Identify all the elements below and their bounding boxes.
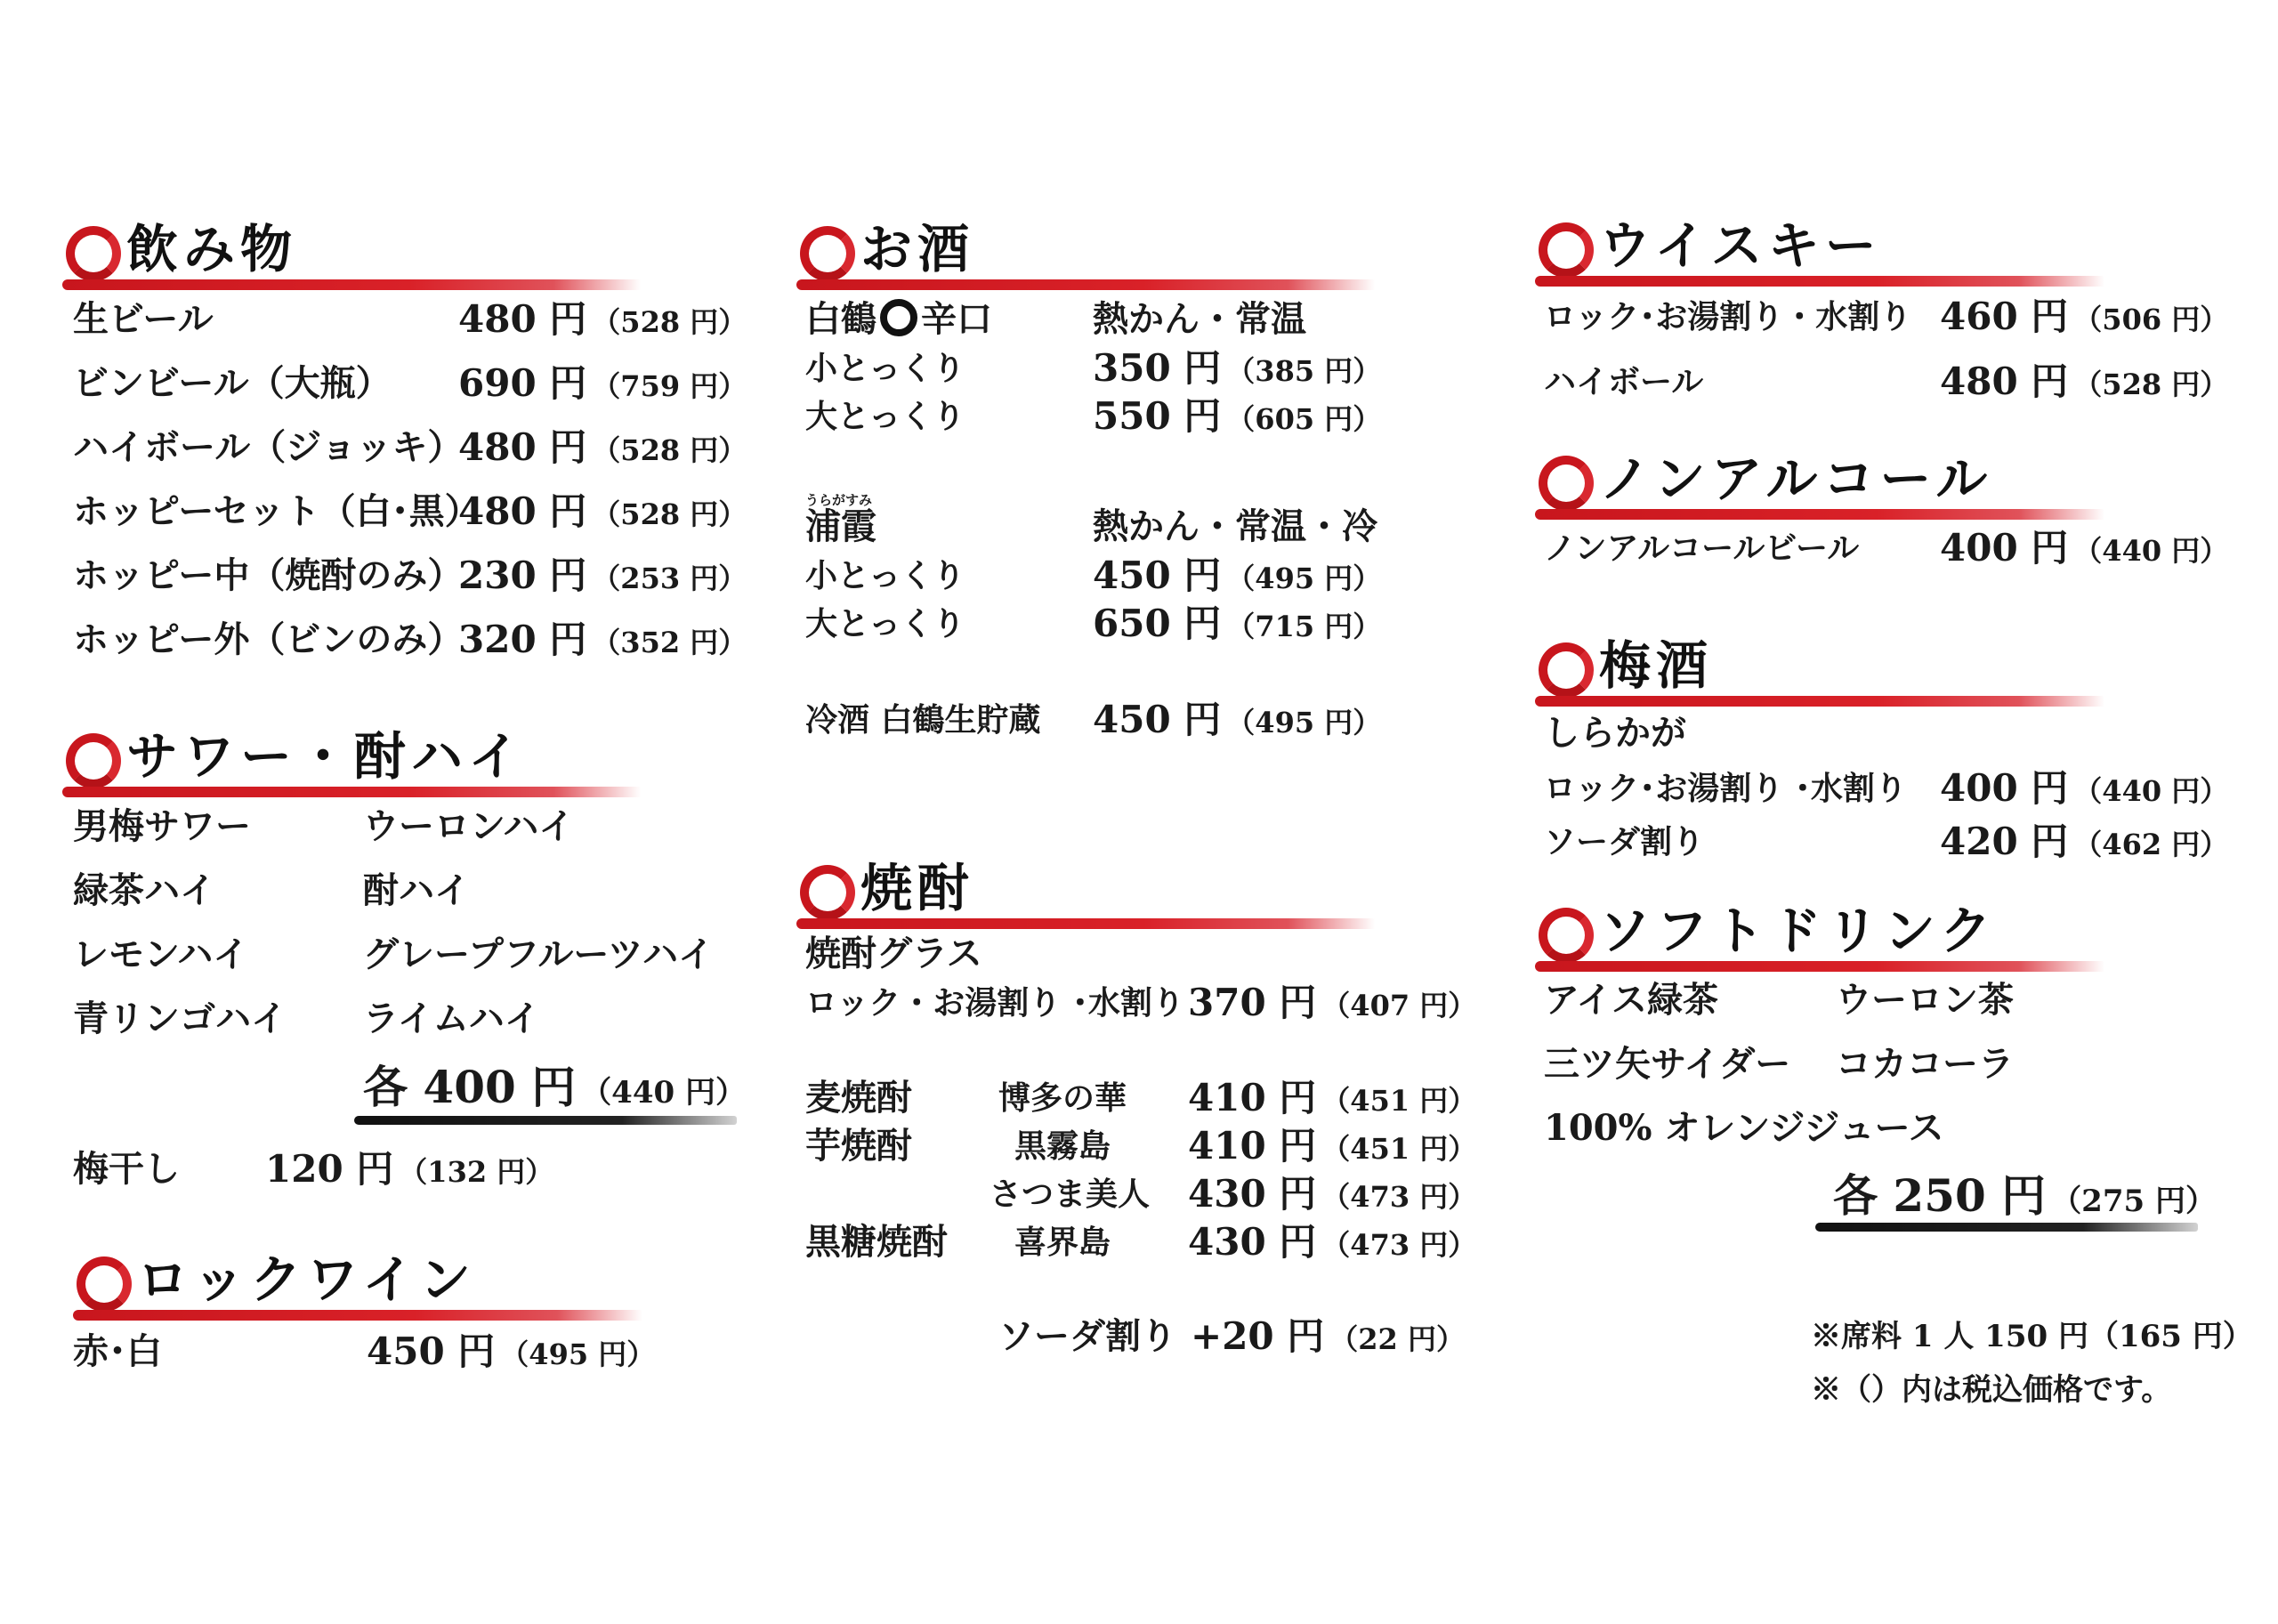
price: 430 円 bbox=[1188, 1172, 1317, 1216]
tax-price: （253 円） bbox=[592, 562, 747, 595]
price: 480 円 bbox=[458, 489, 587, 533]
menu-item-price bbox=[1188, 1077, 1476, 1122]
red-brush-stroke bbox=[62, 279, 641, 290]
price: 420 円 bbox=[1940, 820, 2069, 863]
menu-item-price bbox=[1093, 347, 1381, 392]
tax-price: （495 円） bbox=[1226, 562, 1382, 595]
menu-item-price bbox=[1940, 820, 2228, 866]
price: 320 円 bbox=[458, 618, 587, 661]
menu-item-price bbox=[1093, 602, 1381, 648]
section-title-soft bbox=[1535, 897, 2104, 968]
red-circle-icon bbox=[1539, 222, 1594, 278]
black-circle-icon bbox=[880, 299, 917, 336]
menu-item-price bbox=[1093, 699, 1381, 744]
section-title-drinks bbox=[62, 215, 641, 287]
price: 410 円 bbox=[1188, 1124, 1317, 1168]
tax-price: （407 円） bbox=[1321, 989, 1477, 1022]
menu-item-name: レモンハイ bbox=[73, 933, 249, 975]
red-circle-icon bbox=[800, 865, 855, 920]
red-brush-stroke bbox=[1535, 509, 2104, 520]
red-brush-stroke bbox=[62, 787, 641, 797]
menu-item-price bbox=[1940, 295, 2228, 341]
price: 450 円 bbox=[367, 1329, 496, 1373]
price: 370 円 bbox=[1188, 981, 1317, 1024]
red-brush-stroke bbox=[1535, 696, 2104, 707]
menu-item-name: ハイボール（ジョッキ） bbox=[73, 426, 464, 468]
tax-price: （440 円） bbox=[581, 1075, 746, 1111]
tax-price: （451 円） bbox=[1321, 1132, 1477, 1166]
shochu-kind: 黒糖焼酎 bbox=[805, 1221, 948, 1263]
menu-item-name: 緑茶ハイ bbox=[73, 869, 215, 911]
name-part: 辛口 bbox=[921, 298, 992, 340]
menu-item-name: ウーロン茶 bbox=[1836, 979, 2014, 1021]
menu-item-price bbox=[1191, 1315, 1465, 1361]
shochu-kind: 芋焼酎 bbox=[805, 1125, 912, 1167]
menu-item-price bbox=[1188, 1125, 1476, 1170]
tax-price: （495 円） bbox=[500, 1337, 656, 1371]
price: 480 円 bbox=[1940, 360, 2069, 403]
tax-price: （462 円） bbox=[2073, 828, 2229, 861]
menu-item-price bbox=[1940, 360, 2228, 406]
name-part: 白鶴 bbox=[805, 298, 876, 340]
menu-item-price bbox=[1188, 1173, 1476, 1218]
section-title-text: ノンアルコール bbox=[1599, 448, 1993, 509]
red-brush-stroke bbox=[1535, 276, 2104, 287]
section-title-text: 梅酒 bbox=[1599, 635, 1714, 696]
price: 400 円 bbox=[1940, 766, 2069, 810]
red-circle-icon bbox=[1539, 908, 1594, 963]
common-price bbox=[363, 1061, 746, 1119]
section-title-sour bbox=[62, 723, 641, 794]
red-circle-icon bbox=[1539, 456, 1594, 511]
red-circle-icon bbox=[66, 226, 121, 281]
tax-price: （759 円） bbox=[592, 369, 747, 403]
menu-item-name: ハイボール bbox=[1544, 363, 1704, 400]
tax-price: （352 円） bbox=[592, 626, 747, 659]
tax-price: （605 円） bbox=[1226, 402, 1382, 436]
shochu-brand: 黒霧島 bbox=[1014, 1127, 1111, 1165]
tax-price: （473 円） bbox=[1321, 1228, 1477, 1262]
section-title-whisky bbox=[1535, 212, 2104, 283]
soda-option: ソーダ割り bbox=[998, 1315, 1176, 1357]
tax-price: （440 円） bbox=[2073, 534, 2229, 568]
tax-price: （528 円） bbox=[592, 305, 747, 339]
tax-price: （528 円） bbox=[592, 433, 747, 467]
menu-item-price bbox=[458, 362, 747, 408]
tax-price: （473 円） bbox=[1321, 1180, 1477, 1214]
menu-item-name: ホッピー外（ビンのみ） bbox=[73, 618, 464, 660]
tax-price: （528 円） bbox=[592, 497, 747, 531]
price: 480 円 bbox=[458, 297, 587, 341]
menu-item-name: 小とっくり bbox=[805, 350, 965, 387]
price: 690 円 bbox=[458, 361, 587, 405]
tax-note: ※（）内は税込価格です。 bbox=[1811, 1372, 2172, 1408]
shochu-brand: 喜界島 bbox=[1014, 1224, 1111, 1261]
red-brush-stroke bbox=[1535, 961, 2104, 972]
price: 550 円 bbox=[1093, 394, 1222, 438]
price: 480 円 bbox=[458, 425, 587, 469]
tax-price: （506 円） bbox=[2073, 303, 2229, 336]
menu-item-price bbox=[458, 554, 747, 600]
tax-price: （385 円） bbox=[1226, 354, 1382, 388]
menu-item-name: 生ビール bbox=[73, 298, 214, 340]
menu-item-price bbox=[1940, 767, 2228, 812]
menu-item-name: ロック･お湯割り ･水割り bbox=[1544, 770, 1907, 807]
menu-item-price bbox=[1188, 1221, 1476, 1266]
menu-item-name: ウーロンハイ bbox=[363, 805, 575, 847]
menu-item-name: コカコーラ bbox=[1836, 1043, 2014, 1085]
menu-item-price bbox=[458, 298, 747, 343]
tax-price: （715 円） bbox=[1226, 610, 1382, 643]
price: 450 円 bbox=[1093, 553, 1222, 597]
section-title-text: ソフトドリンク bbox=[1599, 901, 1997, 961]
black-brush-stroke bbox=[1815, 1223, 2198, 1232]
price: 450 円 bbox=[1093, 698, 1222, 741]
tax-price: （22 円） bbox=[1329, 1322, 1465, 1356]
menu-item-name: 冷酒 白鶴生貯蔵 bbox=[805, 701, 1041, 739]
menu-item-name: 小とっくり bbox=[805, 557, 965, 594]
section-title-text: ウイスキー bbox=[1599, 215, 1882, 276]
section-title-shochu bbox=[796, 854, 1375, 925]
red-circle-icon bbox=[66, 733, 121, 788]
price: 430 円 bbox=[1188, 1220, 1317, 1264]
menu-item-name: ロック・お湯割り ･水割り bbox=[805, 984, 1184, 1022]
menu-item-name: アイス緑茶 bbox=[1544, 979, 1718, 1021]
tax-price: （451 円） bbox=[1321, 1084, 1477, 1118]
umeshu-brand: しらかが bbox=[1544, 712, 1686, 754]
red-brush-stroke bbox=[796, 918, 1375, 929]
menu-item-price bbox=[1940, 527, 2228, 572]
common-price bbox=[1833, 1169, 2216, 1228]
menu-item-name: 青リンゴハイ bbox=[73, 998, 287, 1039]
menu-item-name: グレープフルーツハイ bbox=[363, 933, 714, 975]
price: 各 250 円 bbox=[1833, 1169, 2047, 1222]
menu-item-name: ホッピーセット（白･黒） bbox=[73, 490, 481, 532]
red-circle-icon bbox=[77, 1256, 132, 1312]
menu-item-name: 三ツ矢サイダー bbox=[1544, 1043, 1791, 1085]
serve-style: 熱かん・常温・冷 bbox=[1093, 505, 1377, 547]
tax-price: （440 円） bbox=[2073, 774, 2229, 808]
menu-item-name: 酎ハイ bbox=[363, 869, 470, 911]
menu-item-name: ソーダ割り bbox=[1544, 823, 1705, 860]
price: 120 円 bbox=[265, 1147, 394, 1191]
menu-item-price bbox=[265, 1148, 553, 1193]
menu-item-name: ノンアルコールビール bbox=[1544, 529, 1860, 567]
serve-style: 熱かん・常温 bbox=[1093, 298, 1306, 340]
red-circle-icon bbox=[1539, 642, 1594, 698]
menu-item-name: 大とっくり bbox=[805, 398, 965, 435]
price: 350 円 bbox=[1093, 346, 1222, 390]
menu-item-name: ロック･お湯割り・水割り bbox=[1544, 298, 1912, 335]
price: 460 円 bbox=[1940, 295, 2069, 338]
menu-item-price bbox=[1188, 982, 1476, 1027]
price: 各 400 円 bbox=[363, 1061, 577, 1113]
section-title-rockwine bbox=[73, 1246, 642, 1317]
shochu-glass-label: 焼酎グラス bbox=[805, 933, 982, 974]
price: +20 円 bbox=[1191, 1314, 1325, 1358]
price: 400 円 bbox=[1940, 526, 2069, 570]
tax-price: （275 円） bbox=[2051, 1184, 2216, 1219]
sake-hakutsuru-name bbox=[805, 298, 992, 341]
menu-item-price bbox=[1093, 554, 1381, 600]
furigana: うらがすみ bbox=[805, 492, 873, 508]
menu-item-price bbox=[458, 490, 747, 536]
section-title-text: 焼酎 bbox=[860, 858, 975, 918]
section-title-sake bbox=[796, 215, 1375, 287]
tax-price: （528 円） bbox=[2073, 368, 2229, 401]
price: 410 円 bbox=[1188, 1076, 1317, 1119]
shochu-brand: さつま美人 bbox=[990, 1176, 1151, 1213]
black-brush-stroke bbox=[354, 1116, 737, 1125]
section-title-text: お酒 bbox=[860, 219, 975, 279]
menu-item-price bbox=[367, 1330, 655, 1376]
price: 650 円 bbox=[1093, 602, 1222, 645]
tax-price: （495 円） bbox=[1226, 706, 1382, 739]
price: 230 円 bbox=[458, 553, 587, 597]
menu-item-name: ライムハイ bbox=[363, 998, 540, 1039]
menu-item-price bbox=[458, 426, 747, 472]
seat-charge-note: ※席料 1 人 150 円（165 円） bbox=[1811, 1319, 2253, 1354]
section-title-umeshu bbox=[1535, 632, 2104, 703]
menu-item-name: ビンビール（大瓶） bbox=[73, 362, 392, 404]
shochu-kind: 麦焼酎 bbox=[805, 1077, 912, 1119]
section-title-nonalc bbox=[1535, 445, 2104, 516]
menu-item-name: 梅干し bbox=[73, 1148, 180, 1190]
menu-item-name: 赤･白 bbox=[73, 1330, 162, 1372]
menu-item-name: 男梅サワー bbox=[73, 805, 251, 847]
tax-price: （132 円） bbox=[399, 1155, 554, 1189]
red-circle-icon bbox=[800, 226, 855, 281]
menu-item-name: 大とっくり bbox=[805, 605, 965, 642]
section-title-text: ロックワイン bbox=[137, 1249, 477, 1310]
menu-item-name: 100% オレンジジュース bbox=[1544, 1107, 1944, 1149]
section-title-text: サワー・酎ハイ bbox=[126, 726, 526, 787]
red-brush-stroke bbox=[73, 1310, 642, 1321]
section-title-text: 飲み物 bbox=[126, 219, 298, 279]
sake-uragasumi-name: 浦霞 bbox=[805, 505, 876, 547]
red-brush-stroke bbox=[796, 279, 1375, 290]
shochu-brand: 博多の華 bbox=[998, 1079, 1127, 1117]
menu-item-price bbox=[1093, 395, 1381, 440]
menu-item-name: ホッピー中（焼酎のみ） bbox=[73, 554, 464, 596]
menu-item-price bbox=[458, 618, 747, 664]
